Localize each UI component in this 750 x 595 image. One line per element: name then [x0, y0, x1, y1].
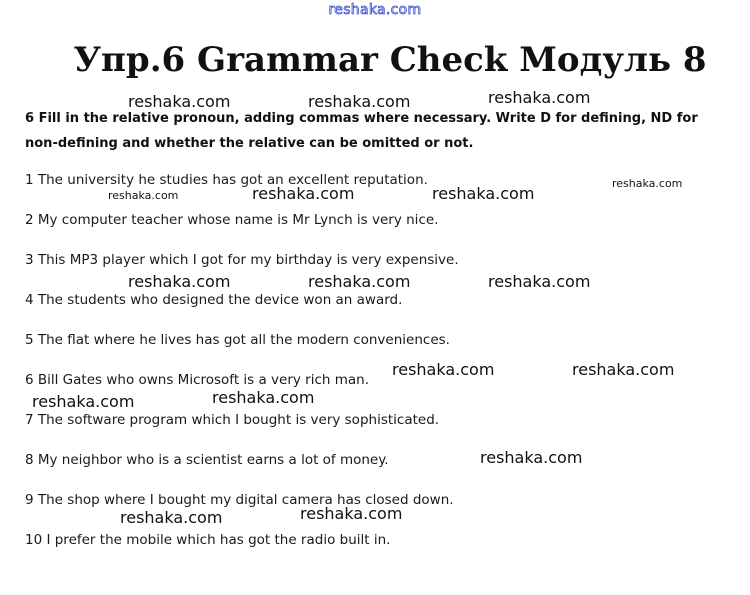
sentence-4: 4 The students who designed the device won an award.	[25, 292, 403, 308]
watermark: reshaka.com	[308, 272, 411, 291]
watermark: reshaka.com	[300, 504, 403, 523]
watermark: reshaka.com	[128, 272, 231, 291]
watermark: reshaka.com	[212, 388, 315, 407]
watermark: reshaka.com	[120, 508, 223, 527]
sentence-2: 2 My computer teacher whose name is Mr Lynch is very nice.	[25, 212, 439, 228]
watermark: reshaka.com	[108, 189, 179, 202]
sentence-3: 3 This MP3 player which I got for my birthday is very expensive.	[25, 252, 459, 268]
watermark: reshaka.com	[488, 88, 591, 107]
watermark: reshaka.com	[572, 360, 675, 379]
sentence-9: 9 The shop where I bought my digital camera has closed down.	[25, 492, 454, 508]
sentence-1: 1 The university he studies has got an excellent reputation.	[25, 172, 428, 188]
watermark: reshaka.com	[308, 92, 411, 111]
watermark: reshaka.com	[432, 184, 535, 203]
sentence-10: 10 I prefer the mobile which has got the radio built in.	[25, 532, 391, 548]
watermark: reshaka.com	[128, 92, 231, 111]
watermark: reshaka.com	[612, 177, 683, 190]
watermark: reshaka.com	[32, 392, 135, 411]
site-link[interactable]: reshaka.com	[328, 2, 422, 18]
sentence-7: 7 The software program which I bought is very sophisticated.	[25, 412, 440, 428]
sentence-5: 5 The flat where he lives has got all the modern conveniences.	[25, 332, 450, 348]
sentence-8: 8 My neighbor who is a scientist earns a lot of money.	[25, 452, 389, 468]
watermark: reshaka.com	[480, 448, 583, 467]
watermark: reshaka.com	[392, 360, 495, 379]
watermark: reshaka.com	[252, 184, 355, 203]
watermark: reshaka.com	[488, 272, 591, 291]
page-title: Упр.6 Grammar Check Модуль 8	[73, 40, 707, 80]
sentence-6: 6 Bill Gates who owns Microsoft is a very rich man.	[25, 372, 370, 388]
exercise-instructions: 6 Fill in the relative pronoun, adding commas where necessary. Write D for defining, ND for non-defining and whether the relative can be omitted or not.	[25, 111, 698, 151]
